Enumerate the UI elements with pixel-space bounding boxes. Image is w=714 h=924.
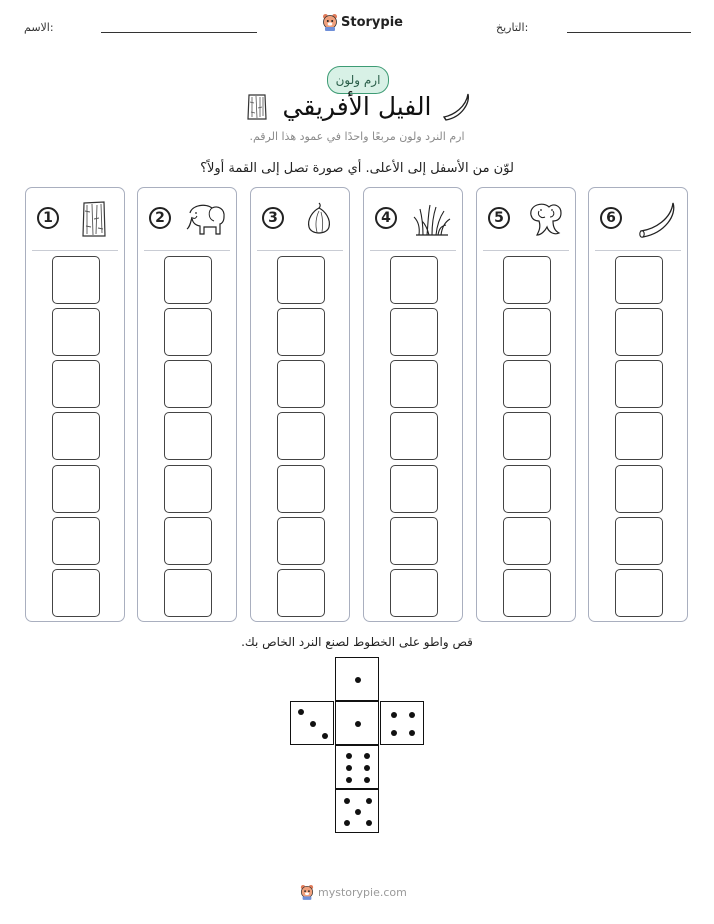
color-square[interactable]: [390, 465, 438, 513]
column-number: 2: [149, 207, 171, 229]
column-header: [477, 188, 575, 250]
color-square[interactable]: [52, 517, 100, 565]
color-square[interactable]: [277, 517, 325, 565]
column-1: [25, 187, 125, 622]
color-square[interactable]: [277, 308, 325, 356]
die-face-6: [335, 745, 379, 789]
color-square[interactable]: [52, 412, 100, 460]
color-square[interactable]: [164, 412, 212, 460]
column-2: [137, 187, 237, 622]
die-face-1: [335, 701, 379, 745]
bear-logo-icon: [322, 13, 338, 31]
color-square[interactable]: [503, 465, 551, 513]
color-square[interactable]: [277, 465, 325, 513]
column-4: [363, 187, 463, 622]
color-square[interactable]: [615, 569, 663, 617]
die-face-3: [290, 701, 334, 745]
die-pip: [409, 730, 415, 736]
color-square[interactable]: [52, 360, 100, 408]
color-square[interactable]: [615, 308, 663, 356]
color-square[interactable]: [390, 360, 438, 408]
column-divider: [370, 250, 456, 251]
elephant-icon: [184, 199, 228, 239]
date-line[interactable]: [567, 32, 691, 33]
color-square[interactable]: [164, 569, 212, 617]
fig-icon: [297, 199, 341, 239]
color-square[interactable]: [52, 465, 100, 513]
die-pip: [346, 765, 352, 771]
column-header: [251, 188, 349, 250]
logo: [322, 13, 403, 31]
color-square[interactable]: [52, 256, 100, 304]
die-pip: [355, 809, 361, 815]
elephant-trunk-icon: [523, 199, 567, 239]
color-square[interactable]: [277, 412, 325, 460]
page-title: الفيل الأفريقي: [282, 92, 432, 121]
bear-logo-icon: [300, 884, 314, 900]
die-pip: [298, 709, 304, 715]
logo-text: Storypie: [341, 14, 403, 30]
column-divider: [144, 250, 230, 251]
die-pip: [346, 777, 352, 783]
die-pip: [364, 765, 370, 771]
die-pip: [346, 753, 352, 759]
column-5: [476, 187, 576, 622]
die-pip: [366, 798, 372, 804]
column-divider: [32, 250, 118, 251]
color-square[interactable]: [503, 360, 551, 408]
name-line[interactable]: [101, 32, 257, 33]
color-square[interactable]: [277, 569, 325, 617]
column-header: [26, 188, 124, 250]
name-label: الاسم:: [24, 21, 54, 34]
tusk-icon: [440, 91, 472, 121]
die-pip: [322, 733, 328, 739]
date-label: التاريخ:: [496, 21, 529, 34]
die-face-4: [380, 701, 424, 745]
color-square[interactable]: [390, 569, 438, 617]
column-divider: [595, 250, 681, 251]
color-square[interactable]: [615, 517, 663, 565]
die-pip: [344, 798, 350, 804]
footer: [300, 884, 407, 900]
cut-instruction: قص واطو على الخطوط لصنع النرد الخاص بك.: [241, 635, 473, 649]
column-divider: [483, 250, 569, 251]
color-square[interactable]: [52, 569, 100, 617]
color-square[interactable]: [390, 308, 438, 356]
die-face-1: [335, 657, 379, 701]
color-square[interactable]: [277, 360, 325, 408]
column-header: [364, 188, 462, 250]
bark-icon: [72, 199, 116, 239]
die-pip: [409, 712, 415, 718]
question-text: لوّن من الأسفل إلى الأعلى. أي صورة تصل إلى القمة أولاً؟: [200, 161, 514, 176]
color-square[interactable]: [390, 256, 438, 304]
column-divider: [257, 250, 343, 251]
grass-icon: [410, 199, 454, 239]
die-pip: [344, 820, 350, 826]
color-square[interactable]: [615, 412, 663, 460]
color-square[interactable]: [164, 308, 212, 356]
die-pip: [366, 820, 372, 826]
die-face-5: [335, 789, 379, 833]
color-square[interactable]: [277, 256, 325, 304]
die-pip: [355, 677, 361, 683]
die-pip: [391, 730, 397, 736]
column-3: [250, 187, 350, 622]
color-square[interactable]: [503, 412, 551, 460]
column-number: 3: [262, 207, 284, 229]
color-square[interactable]: [503, 308, 551, 356]
color-square[interactable]: [615, 360, 663, 408]
column-number: 4: [375, 207, 397, 229]
instructions-subtitle: ارم النرد ولون مربعًا واحدًا في عمود هذا الرقم.: [249, 130, 465, 143]
color-square[interactable]: [52, 308, 100, 356]
color-square[interactable]: [390, 412, 438, 460]
column-header: [138, 188, 236, 250]
color-square[interactable]: [390, 517, 438, 565]
die-pip: [391, 712, 397, 718]
roll-and-color-badge: ارم ولون: [327, 66, 389, 94]
die-pip: [364, 753, 370, 759]
die-pip: [364, 777, 370, 783]
color-square[interactable]: [503, 517, 551, 565]
color-square[interactable]: [164, 360, 212, 408]
tusk-icon: [635, 199, 679, 239]
color-square[interactable]: [503, 256, 551, 304]
color-square[interactable]: [503, 569, 551, 617]
die-pip: [355, 721, 361, 727]
color-square[interactable]: [615, 256, 663, 304]
column-number: 5: [488, 207, 510, 229]
footer-url[interactable]: mystorypie.com: [318, 885, 407, 899]
color-square[interactable]: [615, 465, 663, 513]
column-number: 1: [37, 207, 59, 229]
column-6: [588, 187, 688, 622]
column-number: 6: [600, 207, 622, 229]
die-pip: [310, 721, 316, 727]
color-square[interactable]: [164, 465, 212, 513]
color-square[interactable]: [164, 517, 212, 565]
color-square[interactable]: [164, 256, 212, 304]
column-header: [589, 188, 687, 250]
